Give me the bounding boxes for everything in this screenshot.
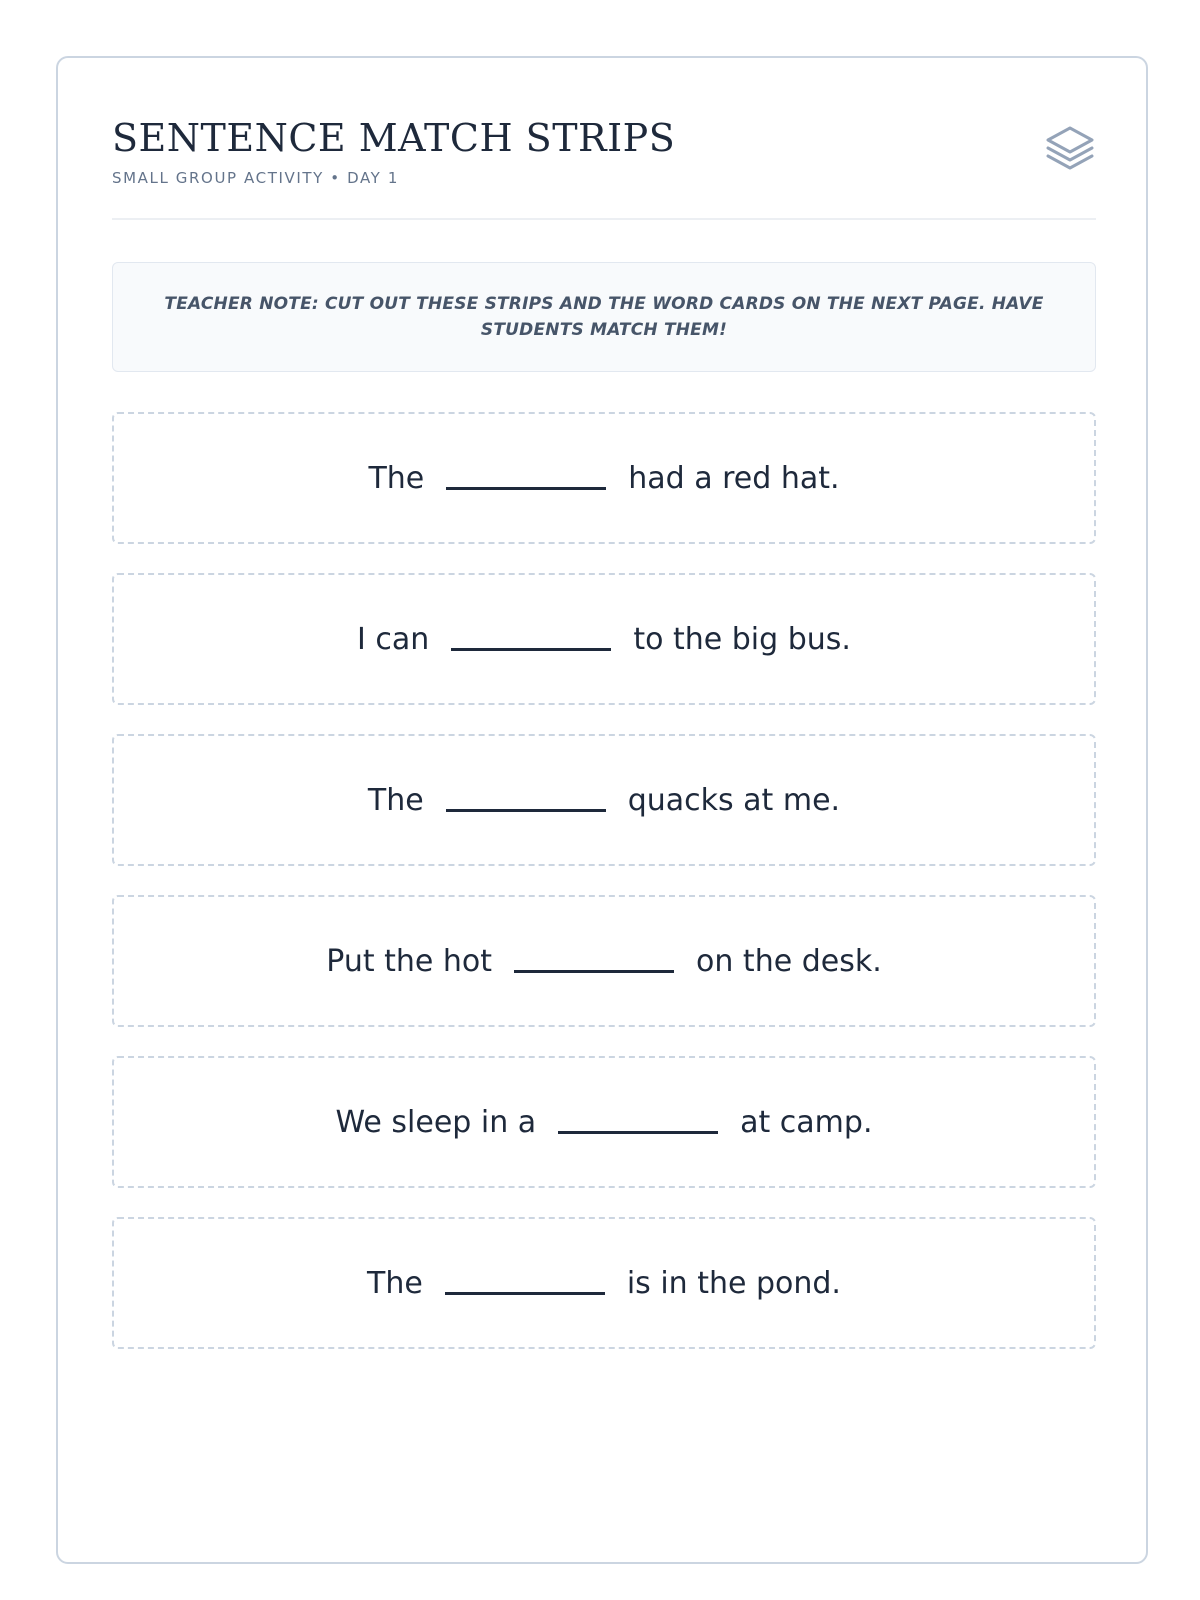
sentence-start: The [367, 1265, 423, 1301]
teacher-note-text: TEACHER NOTE: CUT OUT THESE STRIPS AND THE WORD CARDS ON THE NEXT PAGE. HAVE STUDENTS MATCH THEM! [164, 294, 1044, 340]
answer-blank [451, 648, 611, 651]
page-subtitle: SMALL GROUP ACTIVITY • DAY 1 [112, 169, 399, 187]
sentence-strip [112, 573, 1096, 705]
answer-blank [558, 1131, 718, 1134]
sentence-end: to the big bus. [633, 621, 851, 657]
sentence-start: I can [357, 621, 430, 657]
sentence-strips [112, 412, 1096, 1378]
sentence-strip [112, 1056, 1096, 1188]
answer-blank [445, 1292, 605, 1295]
sentence-start: The [367, 782, 424, 818]
sentence-end: had a red hat. [628, 460, 840, 496]
sentence-end: at camp. [740, 1104, 873, 1140]
teacher-note [112, 262, 1096, 372]
sentence-start: Put the hot [326, 943, 493, 979]
sentence-strip [112, 412, 1096, 544]
answer-blank [446, 809, 606, 812]
answer-blank [514, 970, 674, 973]
sentence-strip [112, 1217, 1096, 1349]
layers-icon [1044, 122, 1096, 174]
sentence-end: quacks at me. [627, 782, 841, 818]
sentence-strip [112, 734, 1096, 866]
worksheet-page [56, 56, 1148, 1564]
sentence-start: We sleep in a [335, 1104, 537, 1140]
sentence-strip [112, 895, 1096, 1027]
answer-blank [446, 487, 606, 490]
sentence-end: on the desk. [696, 943, 882, 979]
worksheet-header [112, 114, 1096, 220]
sentence-end: is in the pond. [626, 1265, 841, 1301]
page-title: SENTENCE MATCH STRIPS [112, 116, 676, 160]
sentence-start: The [368, 460, 425, 496]
